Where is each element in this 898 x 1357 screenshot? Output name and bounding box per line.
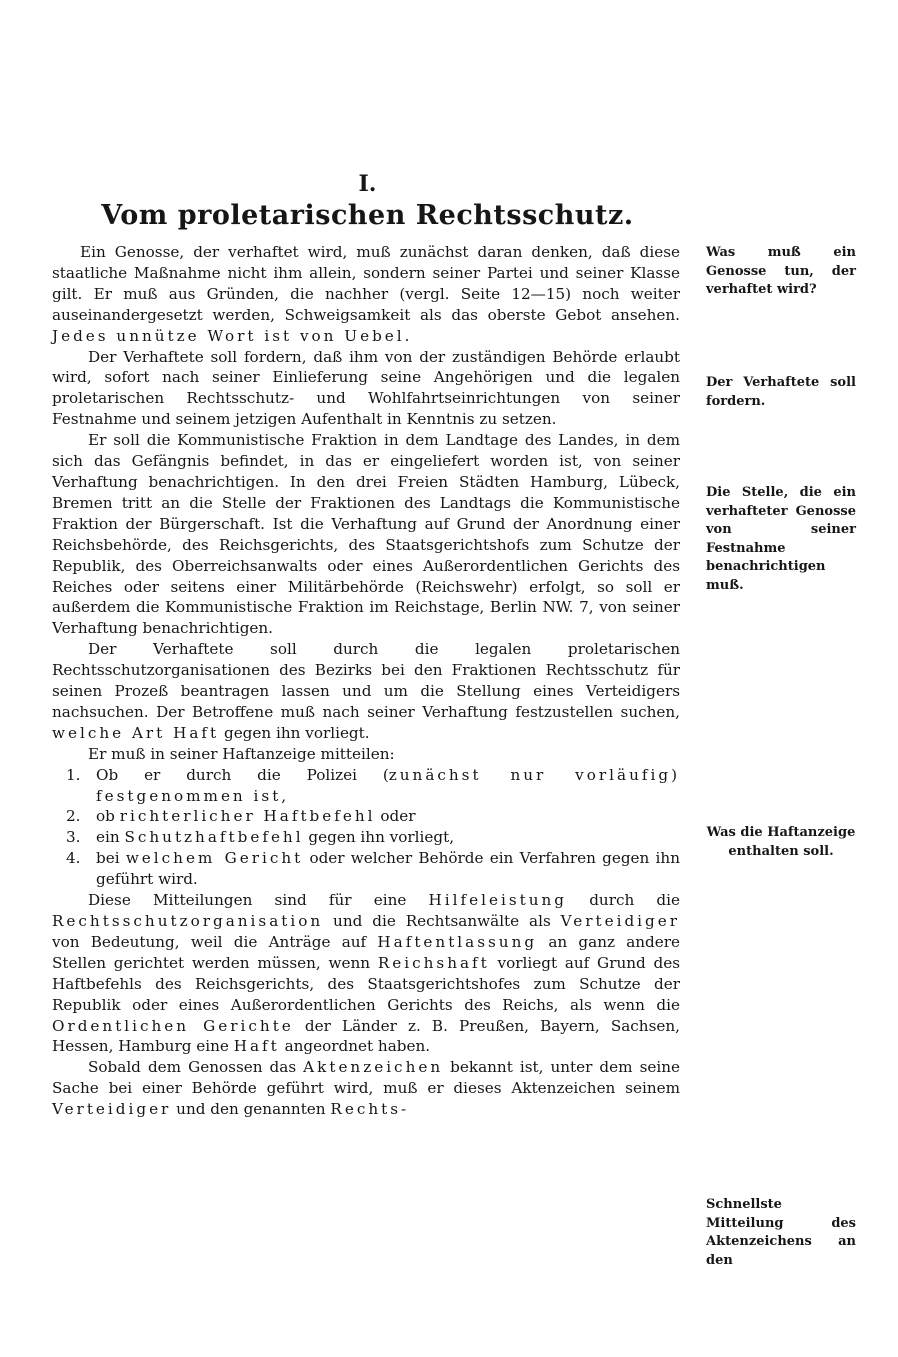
paragraph-5-term: Haftanzeige bbox=[222, 744, 316, 763]
list-emphasis: richterlicher Haftbefehl bbox=[119, 807, 376, 826]
margin-note-5: Schnellste Mitteilung des Aktenzeichens an den bbox=[706, 1197, 856, 1268]
list-text: oder bbox=[375, 807, 416, 826]
list-item bbox=[52, 848, 680, 890]
margin-note-3: Die Stelle, die ein verhafteter Genosse von seiner Festnahme benachrichtigen muß. bbox=[706, 485, 856, 593]
list-number: 4. bbox=[66, 849, 81, 868]
list-text: ob bbox=[96, 807, 120, 826]
margin-note-4: Was die Haftanzeige enthalten soll. bbox=[706, 825, 856, 859]
list-emphasis: zunächst nur vorläufig) festgenommen ist bbox=[96, 765, 680, 805]
paragraph-4-emphasis: welche Art Haft bbox=[52, 723, 220, 742]
paragraph-6-emphasis: Hilfeleistung bbox=[428, 891, 567, 910]
list-item bbox=[52, 806, 680, 827]
list-number: 1. bbox=[66, 765, 81, 784]
list-text: Ob er durch die Polizei ( bbox=[96, 765, 389, 784]
list-text: , bbox=[281, 786, 287, 805]
paragraph-6-text: von Bedeutung, weil die Anträge auf bbox=[52, 932, 367, 951]
paragraph-6-text: an ganz andere Stellen gerichtet werden müssen, wenn bbox=[52, 932, 681, 972]
paragraph-5-text-b: mitteilen: bbox=[320, 744, 395, 763]
paragraph-7-text: und den genannten bbox=[176, 1100, 326, 1119]
paragraph-6 bbox=[52, 890, 680, 1057]
paragraph-7 bbox=[52, 1057, 680, 1120]
chapter-title: Vom proletarischen Rechtsschutz. bbox=[101, 200, 634, 231]
margin-note-2: Der Verhaftete soll fordern. bbox=[706, 375, 856, 409]
list-text: oder welcher Behörde ein Verfahren gegen ihn geführt wird. bbox=[96, 849, 680, 889]
paragraph-7-text: bekannt ist, unter dem seine Sache bei einer Behörde geführt wird, muß er dieses Aktenzeichen seinem bbox=[52, 1058, 680, 1098]
paragraph-6-emphasis: Reichshaft bbox=[377, 953, 490, 972]
paragraph-7-emphasis: Rechts- bbox=[330, 1100, 410, 1119]
paragraph-6-text: und die Rechtsanwälte als bbox=[333, 912, 551, 930]
paragraph-6-emphasis: Haftentlassung bbox=[377, 932, 538, 951]
paragraph-3: Er soll die Kommunistische Fraktion in dem Landtage des Landes, in dem sich das Gefängnis befindet, in das er eingeliefert worden ist, von seiner Verhaftung benachrichtigen. In den drei Freien Städten Hamburg, Lübeck, Bremen tritt an die Stelle der Fraktionen des Landtags die Kommunistische Fraktion der Bürgerschaft. Ist die Verhaftung auf Grund der Anordnung einer Reichsbehörde, des Reichsgerichts, des Staatsgerichtshofs zum Schutze der Republik, des Oberreichsanwalts oder eines Außerordentlichen Gerichts des Reiches oder seitens einer Militärbehörde (Reichswehr) erfolgt, so soll er außerdem die Kommunistische Fraktion im Reichstage, Berlin NW. 7, von seiner Verhaftung benachrichtigen. bbox=[52, 431, 680, 638]
paragraph-6-text: durch die bbox=[589, 891, 680, 910]
paragraph-2: Der Verhaftete soll fordern, daß ihm von der zuständigen Behörde erlaubt wird, sofort nach seiner Einlieferung seine Angehörigen und die legalen proletarischen Rechtsschutz- und Wohlfahrtseinrichtungen von seiner Festnahme und seinem jetzigen Aufenthalt in Kenntnis zu setzen. bbox=[52, 347, 680, 429]
paragraph-6-emphasis: Ordentlichen Gerichte bbox=[52, 1016, 294, 1035]
list-number: 3. bbox=[66, 828, 81, 847]
list-number: 2. bbox=[66, 807, 81, 826]
margin-note-1: Was muß ein Genosse tun, der verhaftet wird? bbox=[706, 245, 856, 297]
paragraph-1-emphasis: Jedes unnütze Wort ist von Uebel. bbox=[52, 326, 413, 345]
list-text: gegen ihn vorliegt, bbox=[303, 828, 455, 847]
list-item bbox=[52, 765, 680, 807]
paragraph-4-text-a: Der Verhaftete soll durch die legalen proletarischen Rechtsschutzorganisationen des Bezirks bei den Fraktionen Rechtsschutz für seinen Prozeß beantragen lassen und um die Stellung eines Verteidigers nachsuchen. Der Betroffene muß nach seiner Verhaftung festzustellen suchen, bbox=[52, 640, 680, 721]
paragraph-6-emphasis: Verteidiger bbox=[560, 912, 680, 930]
paragraph-6-text: angeordnet haben. bbox=[284, 1037, 431, 1056]
paragraph-6-emphasis: Rechtsschutzorganisation bbox=[52, 912, 324, 930]
list-emphasis: Schutzhaftbefehl bbox=[124, 828, 304, 847]
paragraph-7-text: Sobald dem Genossen das bbox=[88, 1058, 297, 1077]
paragraph-5-text-a: Er muß in seiner bbox=[88, 744, 218, 763]
list-item bbox=[52, 827, 680, 848]
chapter-number: I. bbox=[358, 171, 377, 197]
paragraph-6-text: der Länder z. B. Preußen, Bayern, Sachsen, Hessen, Hamburg eine bbox=[52, 1016, 680, 1056]
paragraph-5 bbox=[52, 744, 680, 765]
paragraph-7-emphasis: Verteidiger bbox=[52, 1100, 172, 1119]
haftanzeige-list bbox=[52, 765, 680, 890]
paragraph-6-text: vorliegt auf Grund des Haftbefehls des Reichsgerichts, des Staatsgerichtshofes zum Schutze der Republik oder eines Außerordentlichen Gerichts des Reichs, als wenn die bbox=[52, 953, 681, 1014]
paragraph-4-text-b: gegen ihn vorliegt. bbox=[223, 723, 370, 742]
main-text bbox=[52, 242, 680, 1120]
paragraph-1 bbox=[52, 242, 680, 347]
paragraph-4 bbox=[52, 639, 680, 744]
paragraph-7-emphasis: Aktenzeichen bbox=[303, 1058, 444, 1077]
paragraph-6-text: Diese Mitteilungen sind für eine bbox=[88, 891, 407, 910]
paragraph-1-text: Ein Genosse, der verhaftet wird, muß zunächst daran denken, daß diese staatliche Maßnahme nicht ihm allein, sondern seiner Partei und seiner Klasse gilt. Er muß aus Gründen, die nachher (vergl. Seite 12—15) noch weiter auseinandergesetzt werden, Schweigsamkeit als das oberste Gebot ansehen. bbox=[52, 243, 680, 324]
paragraph-6-emphasis: Haft bbox=[233, 1037, 280, 1056]
list-emphasis: welchem Gericht bbox=[125, 849, 304, 868]
list-text: bei bbox=[96, 849, 126, 868]
list-text: ein bbox=[96, 828, 125, 847]
